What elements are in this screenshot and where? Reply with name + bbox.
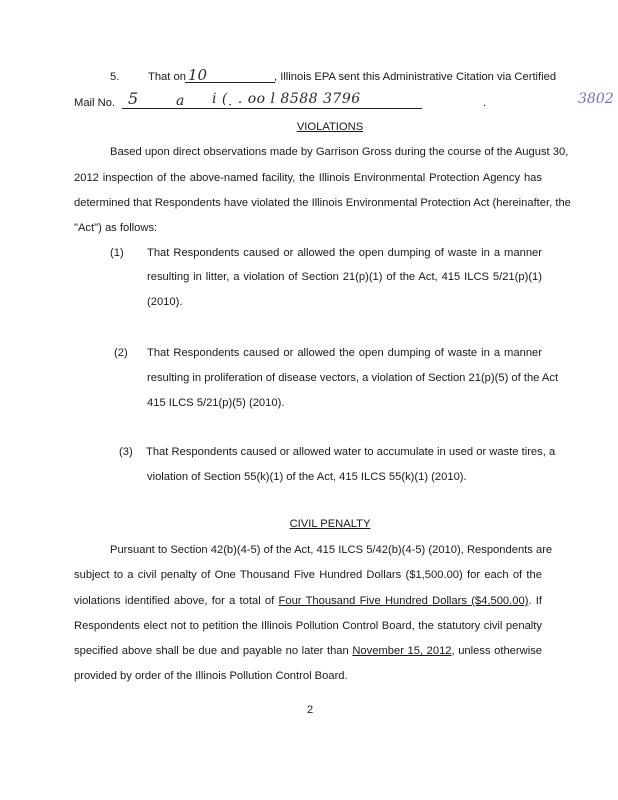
para5-middle: , Illinois EPA sent this Administrative Citation via Certified <box>274 71 557 83</box>
penalty-line-4: Respondents elect not to petition the Illinois Pollution Control Board, the statutory civil penalty <box>74 620 542 632</box>
para5-lead: That on <box>148 71 186 83</box>
violation-2-line-1: That Respondents caused or allowed the open dumping of waste in a manner <box>147 347 542 359</box>
margin-note: 3802 <box>578 91 614 107</box>
penalty-line-3 <box>74 594 542 608</box>
civil-penalty-heading: CIVIL PENALTY <box>289 518 371 530</box>
penalty-line-5-post: , unless otherwise <box>451 645 543 657</box>
handwritten-mail-no-a: 5 <box>128 89 139 108</box>
date-blank <box>185 72 275 83</box>
handwritten-mail-no-b: a <box>176 93 185 109</box>
violation-1-number: (1) <box>110 247 124 259</box>
violations-intro-line-1: Based upon direct observations made by Garrison Gross during the course of the August 30, <box>110 146 569 158</box>
penalty-total-amount: Four Thousand Five Hundred Dollars ($4,500.00) <box>278 595 529 607</box>
penalty-due-date: November 15, 2012 <box>352 645 452 657</box>
penalty-line-3-post: . If <box>528 595 543 607</box>
violation-1-line-1: That Respondents caused or allowed the open dumping of waste in a manner <box>147 247 542 259</box>
violation-2-number: (2) <box>114 347 128 359</box>
para5-number: 5. <box>110 71 120 83</box>
violation-2-line-2: resulting in proliferation of disease vectors, a violation of Section 21(p)(5) of the Act <box>147 372 559 384</box>
violations-intro-line-4: "Act") as follows: <box>74 222 158 234</box>
penalty-line-1: Pursuant to Section 42(b)(4-5) of the Act, 415 ILCS 5/42(b)(4-5) (2010), Respondents are <box>110 544 553 556</box>
penalty-line-2: subject to a civil penalty of One Thousand Five Hundred Dollars ($1,500.00) for each of the <box>74 569 542 581</box>
violation-3-line-1: That Respondents caused or allowed water to accumulate in used or waste tires, a <box>146 446 556 458</box>
penalty-line-6: provided by order of the Illinois Pollution Control Board. <box>74 670 348 682</box>
violation-1-line-3: (2010). <box>147 296 183 308</box>
mail-no-blank <box>122 98 422 109</box>
violation-1-line-2: resulting in litter, a violation of Section 21(p)(1) of the Act, 415 ILCS 5/21(p)(1) <box>147 271 542 283</box>
violations-intro-line-3: determined that Respondents have violated the Illinois Environmental Protection Act (hereinafter, the <box>74 197 571 209</box>
penalty-line-5-pre: specified above shall be due and payable no later than <box>74 645 353 657</box>
violations-intro-line-2: 2012 inspection of the above-named facility, the Illinois Environmental Protection Agency has <box>74 172 542 184</box>
mail-label: Mail No. <box>74 97 116 109</box>
page-number: 2 <box>306 704 314 716</box>
penalty-line-5 <box>74 644 542 658</box>
para5-end: . <box>483 97 487 109</box>
violation-3-number: (3) <box>119 446 133 458</box>
violation-2-line-3: 415 ILCS 5/21(p)(5) (2010). <box>147 397 285 409</box>
handwritten-date: 10 <box>188 66 208 84</box>
violation-3-line-2: violation of Section 55(k)(1) of the Act, 415 ILCS 55(k)(1) (2010). <box>147 471 467 483</box>
violations-heading: VIOLATIONS <box>296 121 364 133</box>
penalty-line-3-pre: violations identified above, for a total of <box>74 595 279 607</box>
handwritten-mail-no-c: i ( ̣ . oo l 8588 3796 <box>212 91 361 107</box>
